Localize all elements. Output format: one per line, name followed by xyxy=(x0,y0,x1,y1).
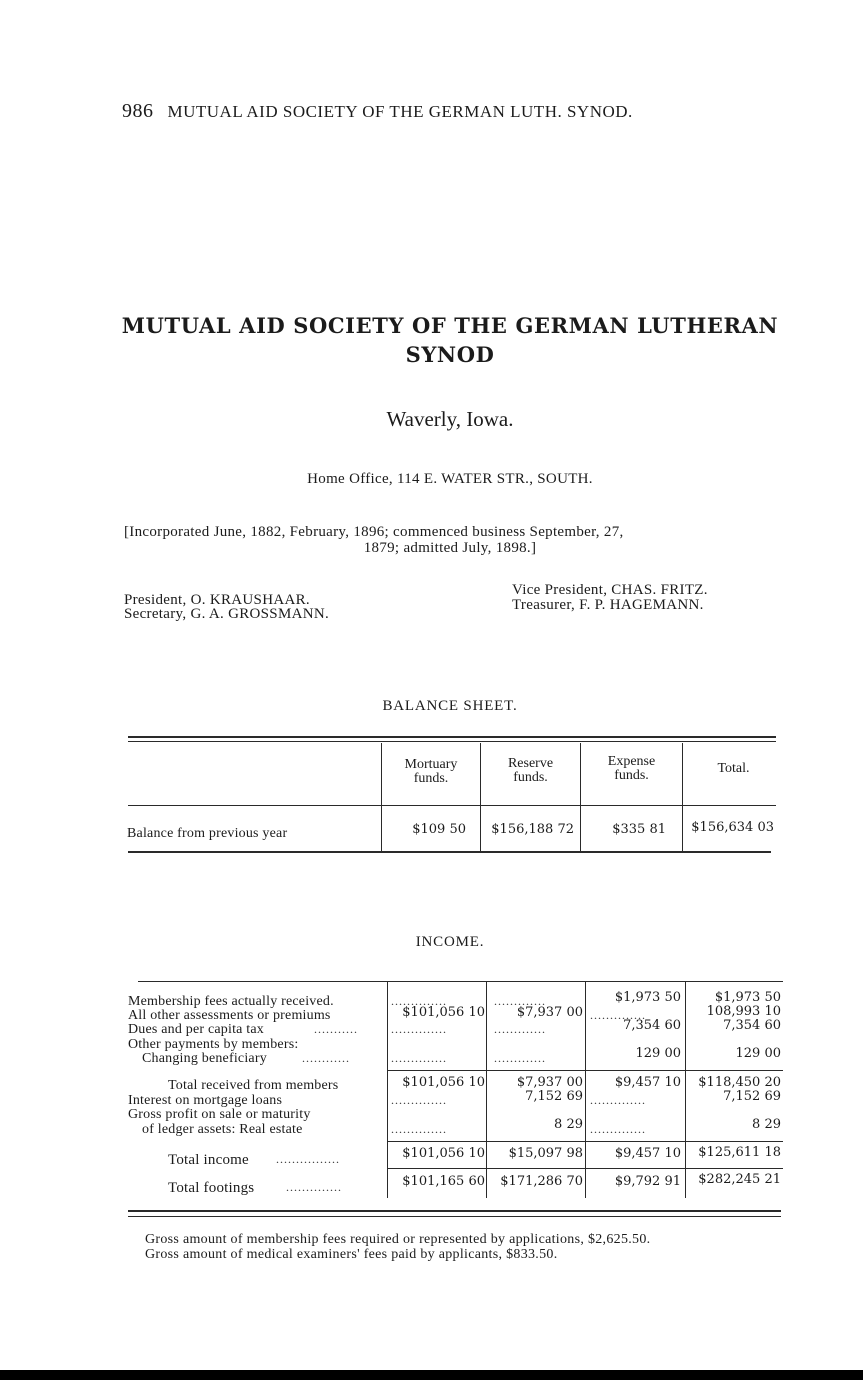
balance-reserve: $156,188 72 xyxy=(491,822,574,837)
income-expense: $9,792 91 xyxy=(614,1174,681,1189)
income-reserve: 8 29 xyxy=(554,1117,583,1132)
income-expense: 7,354 60 xyxy=(623,1018,681,1033)
table-bottom-rule xyxy=(128,851,771,853)
income-total: 7,354 60 xyxy=(723,1018,781,1033)
column-divider xyxy=(585,982,586,1198)
balance-mortuary: $109 50 xyxy=(412,822,466,837)
balance-row-label: Balance from previous year xyxy=(127,826,288,841)
income-row-label: Total income xyxy=(168,1152,249,1168)
balance-total: $156,634 03 xyxy=(691,820,774,835)
leader-dots: .............. xyxy=(391,1051,447,1065)
income-expense: $9,457 10 xyxy=(614,1075,681,1090)
income-total: $282,245 21 xyxy=(698,1172,781,1187)
leader-dots: ............. xyxy=(494,1022,546,1036)
balance-expense: $335 81 xyxy=(612,822,666,837)
column-divider xyxy=(486,982,487,1198)
table-top-rule xyxy=(128,736,776,738)
income-row-label: Other payments by members: xyxy=(128,1037,299,1052)
income-top-rule xyxy=(138,981,783,982)
income-row-label: Total footings xyxy=(168,1180,255,1196)
income-row-label: of ledger assets: Real estate xyxy=(142,1122,303,1137)
income-reserve: $15,097 98 xyxy=(508,1146,583,1161)
income-row-label: Interest on mortgage loans xyxy=(128,1093,283,1108)
incorporation-line2: 1879; admitted July, 1898.] xyxy=(363,540,537,556)
income-reserve: 7,152 69 xyxy=(525,1089,583,1104)
leader-dots: ............. xyxy=(494,994,546,1008)
income-total: $125,611 18 xyxy=(698,1145,781,1160)
income-total: $118,450 20 xyxy=(698,1075,781,1090)
leader-dots: ........... xyxy=(314,1022,358,1036)
income-bottom-rule-inner xyxy=(128,1216,781,1217)
income-row-label: Membership fees actually received. xyxy=(128,994,334,1009)
column-divider xyxy=(685,982,686,1198)
leader-dots: .............. xyxy=(391,1093,447,1107)
income-reserve: $7,937 00 xyxy=(516,1075,583,1090)
income-row-label: Changing beneficiary xyxy=(142,1051,267,1066)
secretary: Secretary, G. A. GROSSMANN. xyxy=(124,606,330,622)
leader-dots: .............. xyxy=(391,994,447,1008)
leader-dots: .............. xyxy=(391,1022,447,1036)
income-reserve: $7,937 00 xyxy=(516,1005,583,1020)
income-total: 8 29 xyxy=(752,1117,781,1132)
document-title-line2: SYNOD xyxy=(405,342,495,367)
leader-dots: ............. xyxy=(494,1051,546,1065)
leader-dots: .............. xyxy=(590,1008,646,1022)
page-number: 986 xyxy=(122,100,154,122)
document-title-line1: MUTUAL AID SOCIETY OF THE GERMAN LUTHERAN xyxy=(121,313,779,338)
income-expense: $9,457 10 xyxy=(614,1146,681,1161)
income-total: 108,993 10 xyxy=(706,1004,781,1019)
home-office: Home Office, 114 E. WATER STR., SOUTH. xyxy=(307,471,593,487)
city: Waverly, Iowa. xyxy=(386,407,514,431)
table-top-rule-inner xyxy=(128,741,776,742)
subtotal-rule xyxy=(388,1141,783,1142)
income-total: 129 00 xyxy=(735,1046,781,1061)
column-divider xyxy=(387,982,388,1198)
president: President, O. KRAUSHAAR. xyxy=(124,592,310,608)
income-total: 7,152 69 xyxy=(723,1089,781,1104)
treasurer: Treasurer, F. P. HAGEMANN. xyxy=(512,597,704,613)
incorporation-line1: [Incorporated June, 1882, February, 1896; commenced business September, 27, xyxy=(124,524,624,540)
leader-dots: ................ xyxy=(276,1152,340,1166)
leader-dots: ............ xyxy=(302,1051,350,1065)
subtotal-rule xyxy=(388,1168,783,1169)
income-heading: INCOME. xyxy=(415,934,485,950)
col-header-reserve: Reserve funds. xyxy=(507,756,554,785)
income-row-label: Gross profit on sale or maturity xyxy=(128,1107,311,1122)
income-mortuary: $101,056 10 xyxy=(402,1075,485,1090)
income-total: $1,973 50 xyxy=(714,990,781,1005)
vice-president: Vice President, CHAS. FRITZ. xyxy=(512,582,708,598)
column-divider xyxy=(682,743,683,852)
footnote: Gross amount of membership fees required or represented by applications, $2,625.50. xyxy=(145,1232,651,1247)
income-expense: 129 00 xyxy=(635,1046,681,1061)
income-row-label: Dues and per capita tax xyxy=(128,1022,264,1037)
col-header-total: Total. xyxy=(717,761,750,776)
income-bottom-rule xyxy=(128,1210,781,1212)
income-mortuary: $101,056 10 xyxy=(402,1005,485,1020)
income-mortuary: $101,165 60 xyxy=(402,1174,485,1189)
income-reserve: $171,286 70 xyxy=(500,1174,583,1189)
footnote: Gross amount of medical examiners' fees paid by applicants, $833.50. xyxy=(145,1247,558,1262)
income-row-label: Total received from members xyxy=(168,1078,339,1093)
leader-dots: .............. xyxy=(590,1093,646,1107)
leader-dots: .............. xyxy=(391,1122,447,1136)
col-header-mortuary: Mortuary funds. xyxy=(404,757,458,786)
scan-edge xyxy=(0,1370,863,1380)
running-head xyxy=(122,100,633,123)
income-mortuary: $101,056 10 xyxy=(402,1146,485,1161)
leader-dots: .............. xyxy=(590,1122,646,1136)
balance-sheet-heading: BALANCE SHEET. xyxy=(382,698,518,714)
income-row-label: All other assessments or premiums xyxy=(128,1008,331,1023)
income-expense: $1,973 50 xyxy=(614,990,681,1005)
header-rule xyxy=(128,805,776,806)
leader-dots: .............. xyxy=(286,1180,342,1194)
running-head-text: MUTUAL AID SOCIETY OF THE GERMAN LUTH. SYNOD. xyxy=(167,102,633,121)
subtotal-rule xyxy=(388,1070,783,1071)
col-header-expense: Expense funds. xyxy=(607,754,656,783)
